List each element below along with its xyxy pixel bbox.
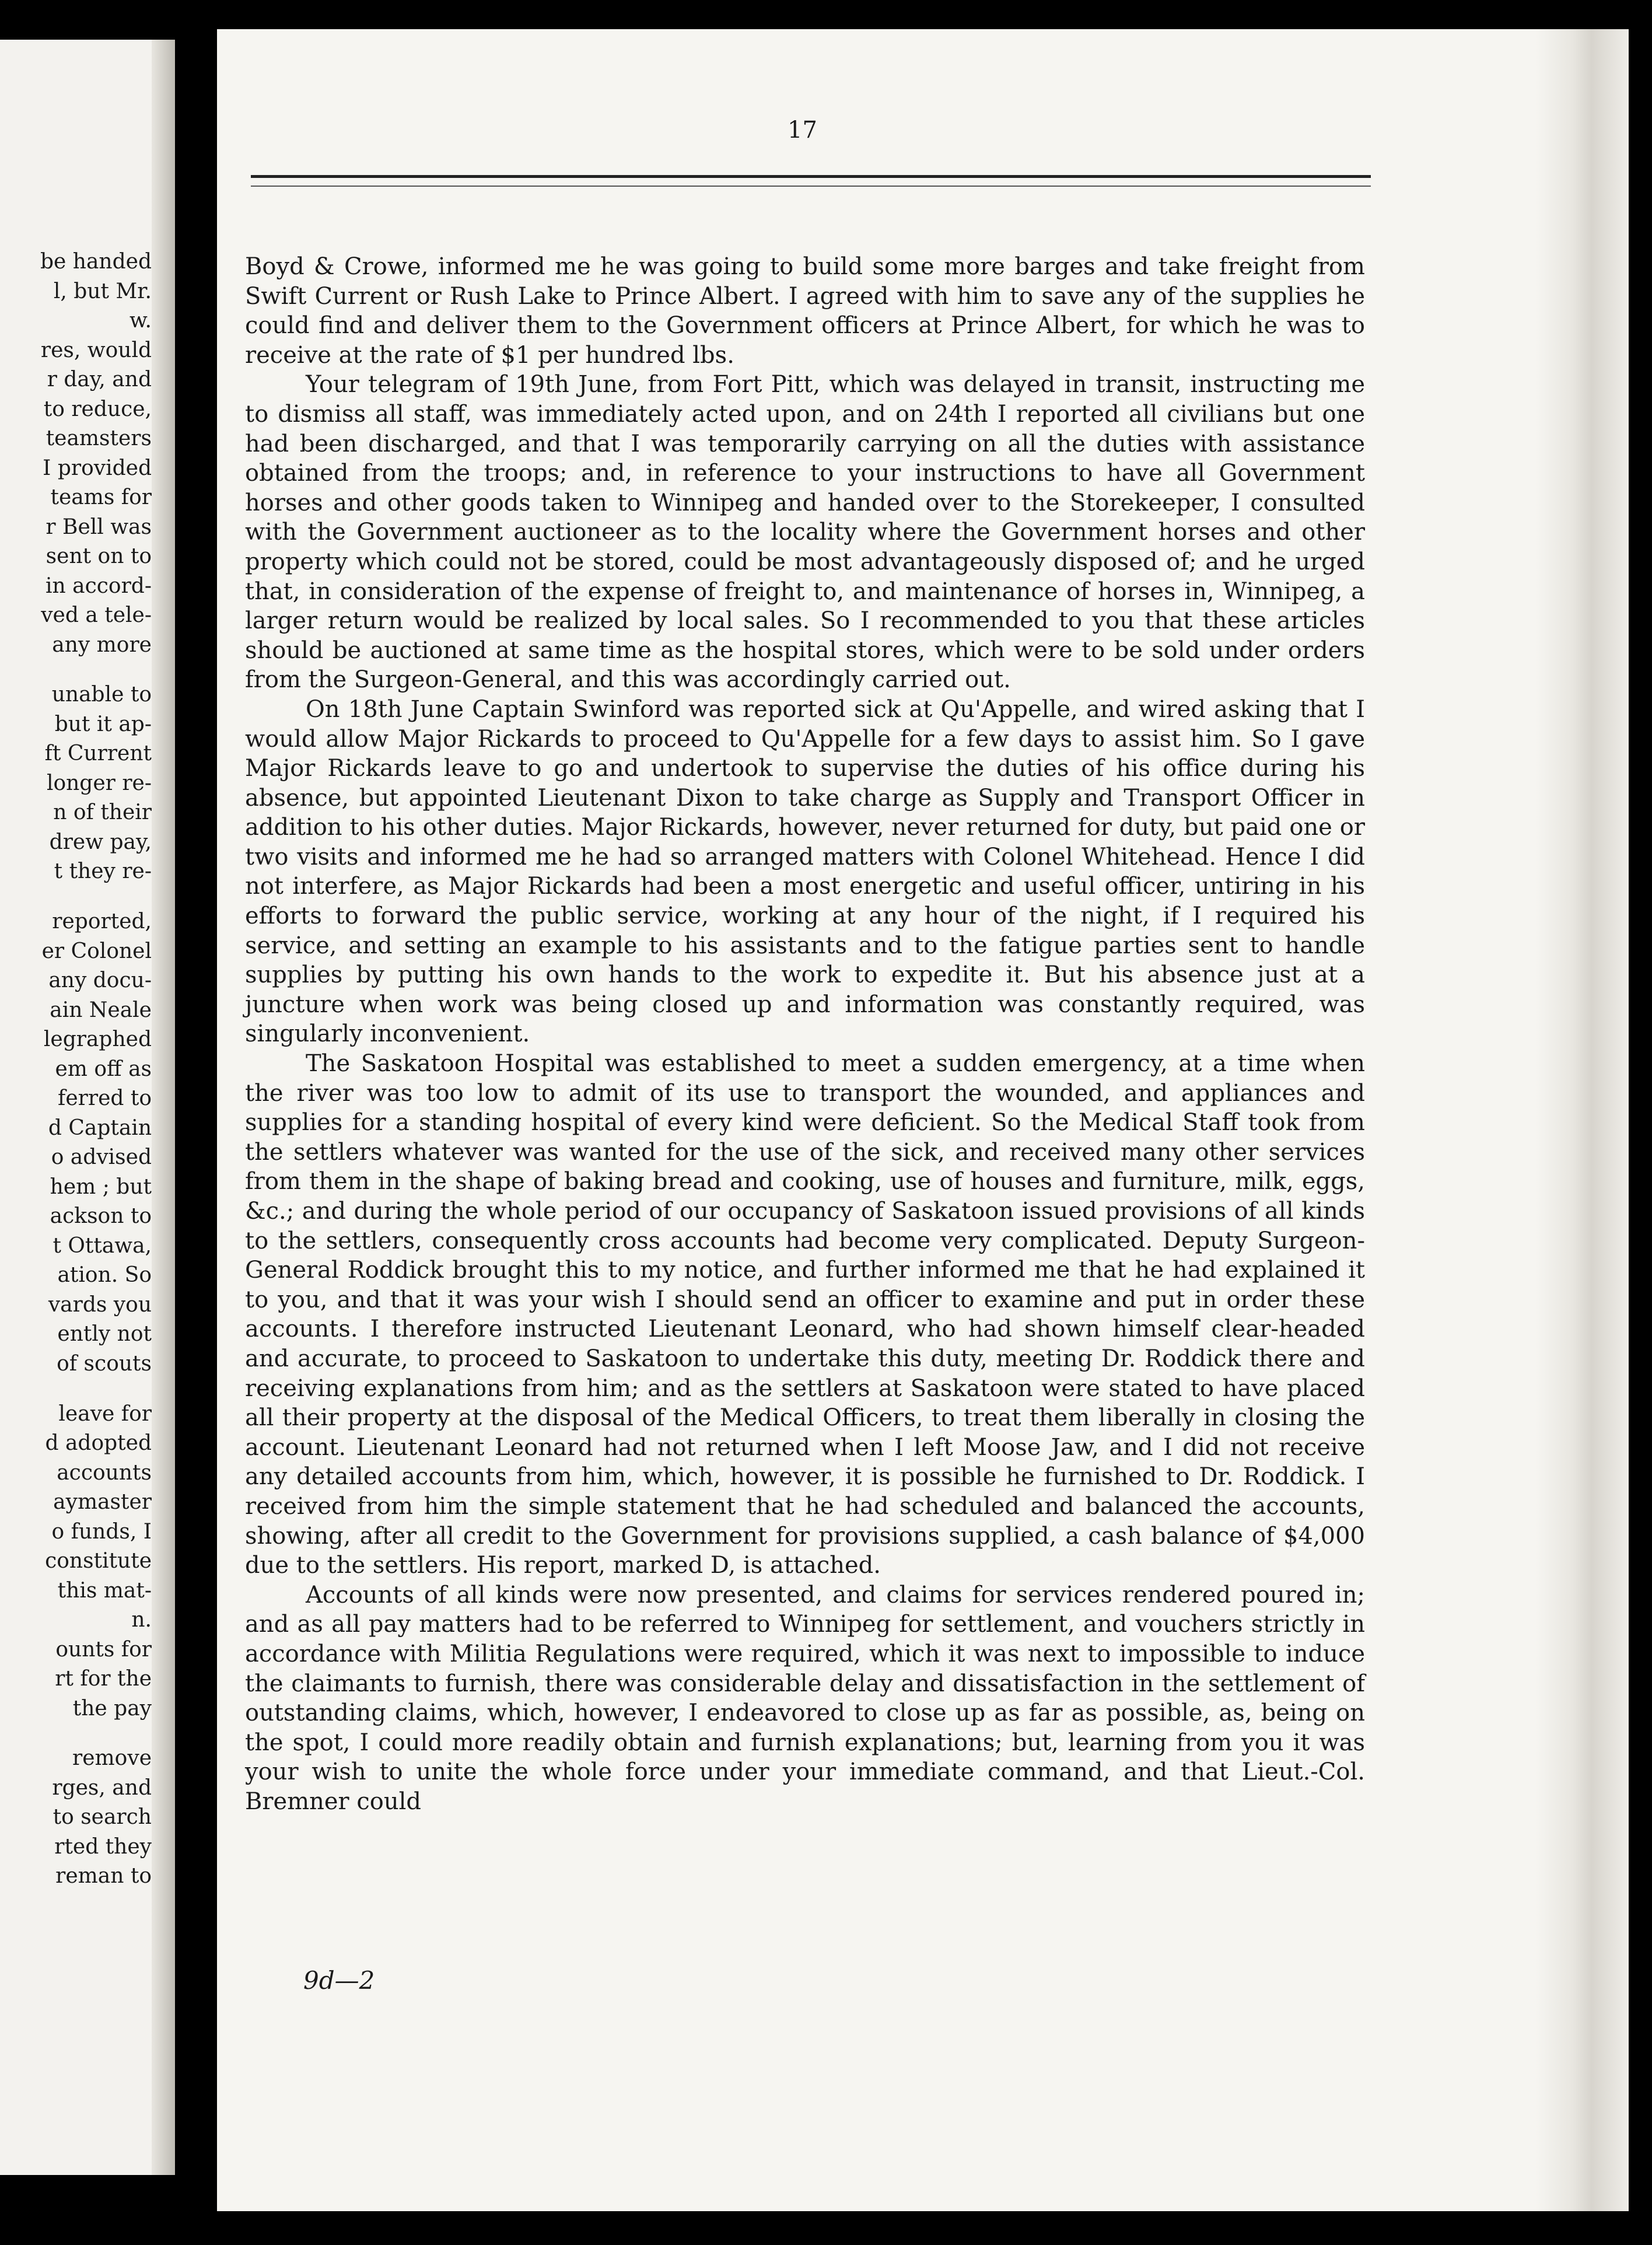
left-page-line: vards you xyxy=(48,1292,152,1317)
body-text xyxy=(245,252,1365,1816)
left-page-line: em off as xyxy=(55,1057,152,1081)
left-page-line: er Colonel xyxy=(41,939,152,963)
left-page-line: d Captain xyxy=(48,1115,152,1140)
paragraph: Your telegram of 19th June, from Fort Pitt, which was delayed in transit, instructing me to dismiss all staff, was immediately acted upon, and on 24th I reported all civilians but one had been discharged, and that I was temporarily carrying on all the duties with assistance obtained from the troops; and, in reference to your instructions to have all Government horses and other goods taken to Winnipeg and handed over to the Storekeeper, I consulted with the Government auctioneer as to the locality where the Government horses and other property which could not be stored, could be most advantageously disposed of; and he urged that, in consideration of the expense of freight to, and maintenance of horses in, Winnipeg, a larger return would be realized by local sales. So I recommended to you that these articles should be auctioned at same time as the hospital stores, which were to be sold under orders from the Surgeon-General, and this was accordingly carried out. xyxy=(245,371,1365,694)
left-page-line: aymaster xyxy=(53,1490,152,1515)
left-page-line: ackson to xyxy=(50,1204,152,1229)
left-page-line: hem ; but xyxy=(50,1174,152,1199)
left-page-gutter xyxy=(152,40,175,2175)
left-page-line: to search xyxy=(52,1805,152,1830)
left-page-line: d adopted xyxy=(45,1431,152,1456)
left-page-line: of scouts xyxy=(57,1351,152,1376)
left-page-line: any more xyxy=(52,632,152,657)
page-edge xyxy=(1535,29,1629,2211)
paragraph: Boyd & Crowe, informed me he was going to build some more barges and take freight from Swift Current or Rush Lake to Prince Albert. I agreed with him to save any of the supplies he could find and deliver them to the Government officers at Prince Albert, for which he was to receive at the rate of $1 per hundred lbs. xyxy=(245,253,1365,369)
left-page-line: constitute xyxy=(45,1549,152,1573)
left-page-line: any docu- xyxy=(48,968,152,993)
left-page-line: ft Current xyxy=(44,742,152,766)
left-page-line: teamsters xyxy=(46,426,152,450)
left-page xyxy=(0,40,175,2175)
left-page-line: r day, and xyxy=(47,368,152,391)
left-page-line: longer re- xyxy=(46,771,152,795)
left-page-line: the pay xyxy=(72,1696,152,1721)
left-page-line: w. xyxy=(130,309,152,333)
left-page-line: teams for xyxy=(50,485,152,509)
paragraph: On 18th June Captain Swinford was reported sick at Qu'Appelle, and wired asking that I would allow Major Rickards to proceed to Qu'Appelle for a few days to assist him. So I gave Major Rickards leave to go and undertook to supervise the duties of his office during his absence, but appointed Lieutenant Dixon to take charge as Supply and Transport Officer in addition to his other duties. Major Rickards, however, never returned for duty, but paid one or two visits and informed me he had so arranged matters with Colonel Whitehead. Hence I did not interfere, as Major Rickards had been a most energetic and useful officer, untiring in his efforts to forward the public service, working at any hour of the night, if I required his service, and setting an example to his assistants and to the fatigue parties sent to handle supplies by putting his own hands to the work to expedite it. But his absence just at a juncture when work was being closed up and information was constantly required, was singularly inconvenient. xyxy=(245,695,1365,1048)
left-page-line: n. xyxy=(131,1608,152,1632)
left-page-line: leave for xyxy=(58,1401,152,1426)
left-page-line: res, would xyxy=(40,338,152,362)
left-page-line: rges, and xyxy=(52,1775,152,1800)
left-page-line: remove xyxy=(72,1746,152,1771)
left-page-line: drew pay, xyxy=(49,830,152,854)
left-page-line: this mat- xyxy=(57,1578,152,1603)
left-page-line: o advised xyxy=(51,1145,152,1170)
left-page-line: ently not xyxy=(57,1322,152,1347)
left-page-line: r Bell was xyxy=(46,515,152,539)
left-page-line: ation. So xyxy=(57,1263,152,1288)
left-page-line: reported, xyxy=(52,910,152,934)
left-page-line: ain Neale xyxy=(50,998,152,1022)
header-rule xyxy=(251,175,1371,178)
left-page-line: l, but Mr. xyxy=(53,279,152,303)
header-rule-thin xyxy=(251,186,1371,187)
left-page-line: n of their xyxy=(53,800,152,825)
left-page-line: to reduce, xyxy=(43,397,152,421)
left-page-line: reman to xyxy=(55,1864,152,1889)
left-page-line: rt for the xyxy=(55,1667,152,1691)
left-page-line: sent on to xyxy=(46,544,152,568)
left-page-line: ounts for xyxy=(55,1637,152,1662)
paragraph: Accounts of all kinds were now presented, and claims for services rendered poured in; and as all pay matters had to be referred to Winnipeg for settlement, and vouchers strictly in accordance with Militia Regulations were required, which it was next to impossible to induce the claimants to furnish, there was considerable delay and dissatisfaction in the settlement of outstanding claims, which, however, I endeavored to close up as far as possible, as, being on the spot, I could more readily obtain and furnish explanations; but, learning from you it was your wish to unite the whole force under your immediate command, and that Lieut.-Col. Bremner could xyxy=(245,1581,1365,1815)
page-number: 17 xyxy=(788,117,817,144)
paragraph: The Saskatoon Hospital was established to meet a sudden emergency, at a time when the river was too low to admit of its use to transport the wounded, and appliances and supplies for a standing hospital of every kind were deficient. So the Medical Staff took from the settlers whatever was wanted for the use of the sick, and received many other services from them in the shape of baking bread and cooking, use of houses and furniture, milk, eggs, &c.; and during the whole period of our occupancy of Saskatoon issued provisions of all kinds to the settlers, consequently cross accounts had become very complicated. Deputy Surgeon-General Roddick brought this to my notice, and further informed me that he had explained it to you, and that it was your wish I should send an officer to examine and put in order these accounts. I therefore instructed Lieutenant Leonard, who had shown himself clear-headed and accurate, to proceed to Saskatoon to undertake this duty, meeting Dr. Roddick there and receiving explanations from him; and as the settlers at Saskatoon were stated to have placed all their property at the disposal of the Medical Officers, to treat them liberally in closing the account. Lieutenant Leonard had not returned when I left Moose Jaw, and I did not receive any detailed accounts from him, which, however, it is possible he furnished to Dr. Roddick. I received from him the simple statement that he had scheduled and balanced the accounts, showing, after all credit to the Government for provisions supplied, a cash balance of $4,000 due to the settlers. His report, marked D, is attached. xyxy=(245,1050,1365,1579)
left-page-line: o funds, I xyxy=(51,1519,152,1544)
left-page-line: legraphed xyxy=(43,1027,152,1052)
left-page-line: ferred to xyxy=(58,1086,152,1111)
left-page-line: unable to xyxy=(51,683,152,707)
left-page-line: t they re- xyxy=(54,859,152,884)
left-page-line: be handed xyxy=(40,250,152,274)
left-page-line: rted they xyxy=(54,1834,152,1859)
left-page-line: ved a tele- xyxy=(41,603,152,627)
left-page-line: t Ottawa, xyxy=(52,1233,152,1258)
left-page-line: accounts xyxy=(57,1460,152,1485)
signature-mark: 9d—2 xyxy=(303,1966,375,1995)
left-page-line: I provided xyxy=(43,456,152,480)
left-page-line: in accord- xyxy=(45,574,152,598)
left-page-line: but it ap- xyxy=(54,712,152,736)
